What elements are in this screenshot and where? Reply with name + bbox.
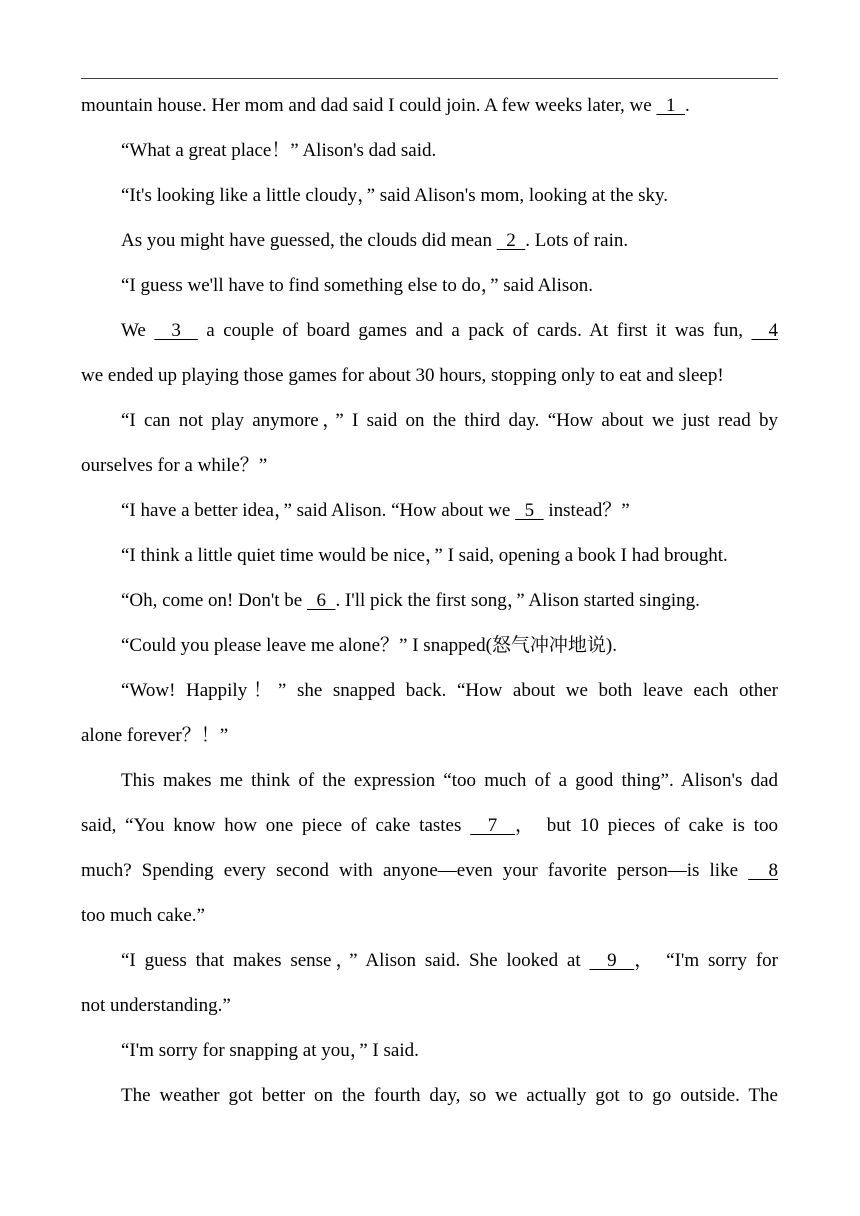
text-run: ， but 10 pieces of cake is too [514,815,778,836]
text-run: instead？” [543,500,630,521]
text-run: a couple of board games and a pack of cards. At first it was fun, [197,320,752,341]
blank-6: 6 [306,590,336,611]
text-run: We [121,320,155,341]
text-line [81,811,778,841]
text-run: “I think a little quiet time would be nice，” I said, opening a book I had brought. [121,545,728,566]
text-line [81,856,778,886]
text-run: “I guess we'll have to find something else to do，” said Alison. [121,275,594,296]
text-line [81,451,778,481]
text-run: “I can not play anymore，” I said on the third day. “How about we just read by [121,410,778,431]
text-run: “I guess that makes sense，” Alison said. She looked at [121,950,590,971]
text-run: “It's looking like a little cloudy，” said Alison's mom, looking at the sky. [121,185,669,206]
text-run: “Oh, come on! Don't be [121,590,307,611]
text-line [121,406,778,436]
text-run: ， “I'm sorry for [634,950,778,971]
text-line [81,721,778,751]
text-line [121,496,778,526]
text-line [121,946,778,976]
text-line [121,136,778,166]
text-run: . [684,95,690,116]
text-run: The weather got better on the fourth day, so we actually got to go outside. The [121,1085,778,1106]
text-run: much? Spending every second with anyone—even your favorite person—is like [81,860,749,881]
text-line [121,226,778,256]
text-line [121,1036,778,1066]
text-line [121,586,778,616]
text-run: “I'm sorry for snapping at you，” I said. [121,1040,419,1061]
blank-3: 3 [154,320,198,341]
text-line [81,361,778,391]
text-run: . Lots of rain. [525,230,629,251]
blank-2: 2 [496,230,526,251]
text-run: said, “You know how one piece of cake tastes [81,815,471,836]
text-line [121,541,778,571]
text-run: not understanding.” [81,995,231,1016]
header-rule [81,78,778,79]
text-run: mountain house. Her mom and dad said I could join. A few weeks later, we [81,95,657,116]
text-run: “Could you please leave me alone？” I snapped(怒气冲冲地说). [121,635,617,656]
text-line [81,991,778,1021]
text-run: . I'll pick the first song，” Alison started singing. [335,590,700,611]
blank-5: 5 [515,500,544,521]
text-line [121,1081,778,1111]
text-run: “What a great place！” Alison's dad said. [121,140,437,161]
text-run: This makes me think of the expression “too much of a good thing”. Alison's dad [121,770,778,791]
text-run: As you might have guessed, the clouds did mean [121,230,497,251]
text-run: ourselves for a while？” [81,455,268,476]
blank-1: 1 [656,95,685,116]
text-run: too much cake.” [81,905,205,926]
text-run: “I have a better idea，” said Alison. “How about we [121,500,516,521]
blank-8: 8 [748,860,778,881]
blank-4: 4 [751,320,778,341]
text-line [121,181,778,211]
text-line [121,676,778,706]
text-line [81,901,778,931]
text-line [81,91,778,121]
text-line [121,631,778,661]
text-run: we ended up playing those games for about 30 hours, stopping only to eat and sleep! [81,365,724,386]
text-run: “Wow! Happily！” she snapped back. “How about we both leave each other [121,680,778,701]
text-line [121,316,778,346]
blank-9: 9 [589,950,635,971]
blank-7: 7 [470,815,515,836]
text-run: alone forever？！” [81,725,229,746]
text-line [121,271,778,301]
text-line [121,766,778,796]
